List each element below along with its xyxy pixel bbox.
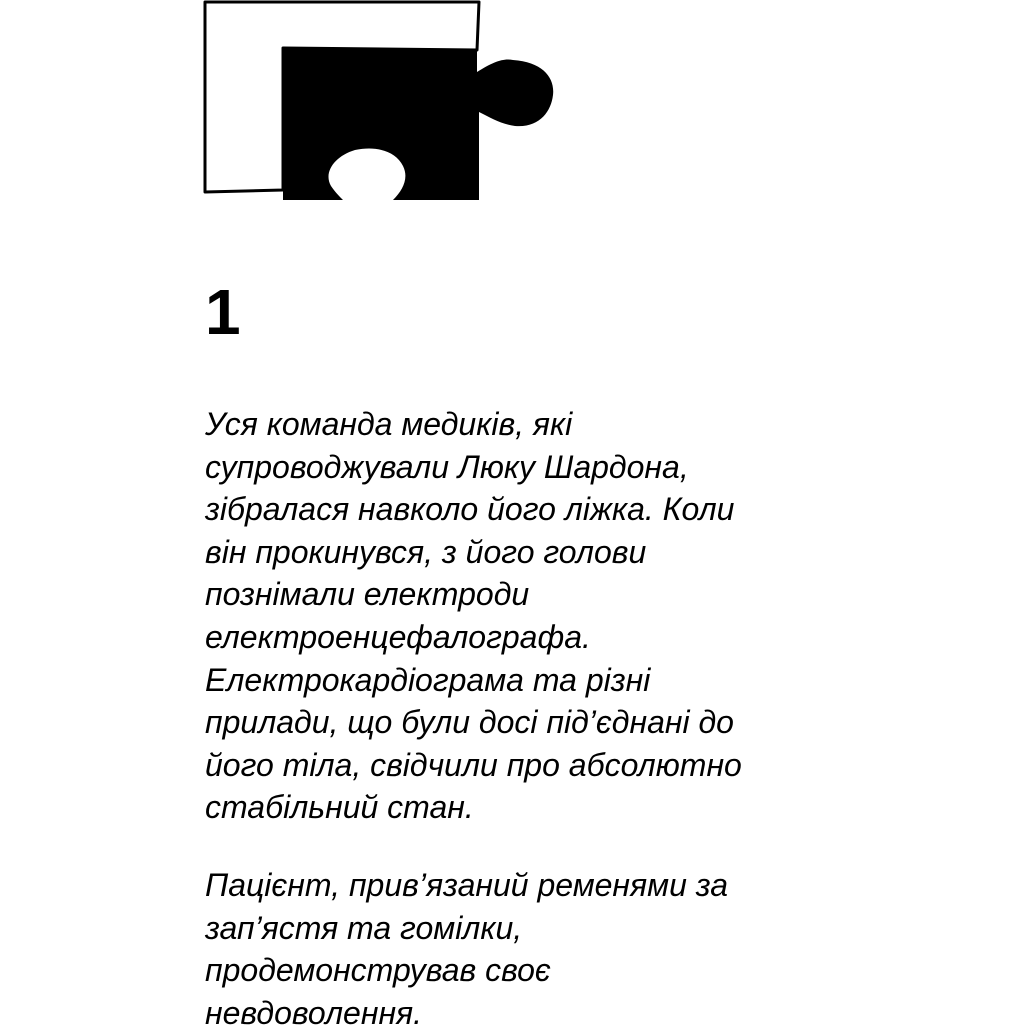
- text-line: супроводжували Люку Шардона,: [205, 448, 689, 485]
- text-line: зап’ястя та гомілки,: [205, 909, 523, 946]
- text-line: познімали електроди: [205, 576, 530, 613]
- puzzle-piece-icon: [203, 0, 558, 210]
- text-line: Уся команда медиків, які: [205, 406, 573, 442]
- text-line: його тіла, свідчили про абсолютно: [205, 746, 742, 783]
- text-line: невдоволення.: [205, 994, 423, 1031]
- text-line: стабільний стан.: [205, 789, 474, 826]
- paragraph-1: [205, 403, 1005, 829]
- text-line: він прокинувся, з його голови: [205, 533, 647, 570]
- paragraph-2: [205, 864, 1005, 1034]
- chapter-number: 1: [205, 276, 241, 348]
- text-line: Пацієнт, прив’язаний ременями за: [205, 867, 729, 903]
- text-line: прилади, що були досі під’єднані до: [205, 704, 734, 741]
- text-line: зібралася навколо його ліжка. Коли: [205, 491, 735, 528]
- puzzle-piece-fill: [283, 48, 553, 200]
- text-line: електроенцефалографа.: [205, 618, 591, 655]
- text-line: продемонстрував своє: [205, 952, 551, 989]
- text-line: Електрокардіограма та різні: [205, 661, 651, 698]
